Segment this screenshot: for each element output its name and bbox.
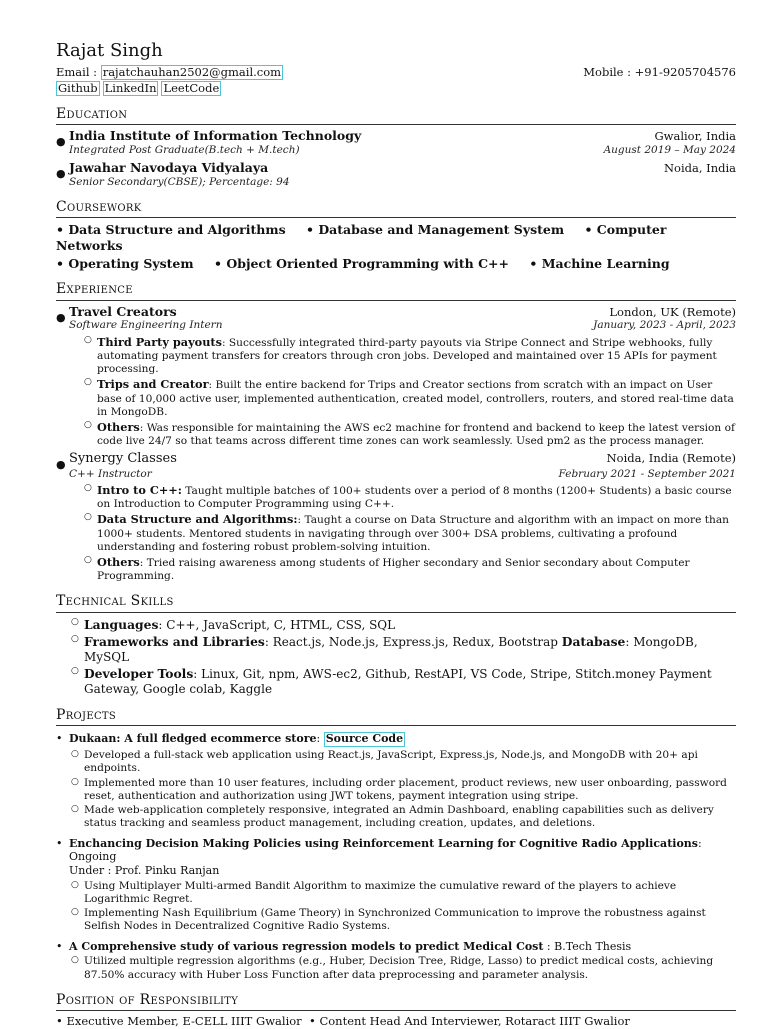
degree: Integrated Post Graduate(B.tech + M.tech) [69, 144, 300, 157]
experience-point: ○ Trips and Creator: Built the entire backend for Trips and Creator sections from scratch with an impact on User base of 10,000 active user, implemented authentication, created model, controllers, routers, and stored real-time data in MongoDB. [97, 377, 736, 419]
school-location: Noida, India [663, 161, 736, 176]
experience-point: ○ Others: Was responsible for maintaining the AWS ec2 machine for frontend and backend to keep the latest version of code live 24/7 so that teams across different time zones can work seamlessly. Used pm2 as the process manager. [97, 420, 736, 448]
course-item: Computer Networks [56, 222, 667, 254]
project-entry: • Dukaan: A full fledged ecommerce store: Source Code ○ Developed a full-stack web application using React.js, JavaScript, Express.js, Node.js, and MongoDB with 20+ api endpoints. ○ Implemented more than 10 user features, including order placement, product reviews, new user onboarding, password reset, authentication and authorization using JWT tokens, payment integration using stripe. ○ Made web-application completely responsive, integrated an Admin Dashboard, enabling capabilities such as delivery status tracking and seamless product management, including creation, updates, and deletions. [56, 732, 736, 830]
bullet-icon: ● [56, 310, 66, 324]
experience-entry [56, 304, 736, 449]
experience-point: ○ Data Structure and Algorithms:: Taught a course on Data Structure and algorithm with an impact on more than 1000+ students. Mentored students in navigating through over 300+ DSA problems, cultivating a profound understanding and fostering robust problem-solving intuition. [97, 512, 736, 554]
project-title: Enchancing Decision Making Policies using Reinforcement Learning for Cognitive Radio Applications [69, 836, 698, 850]
project-point: ○ Developed a full-stack web application using React.js, JavaScript, Express.js, Node.js, and MongoDB with 20+ api endpoints. [84, 749, 736, 775]
github-link[interactable]: Github [58, 80, 98, 95]
project-entry: • Enchancing Decision Making Policies using Reinforcement Learning for Cognitive Radio Applications: Ongoing Under : Prof. Pinku Ranjan ○ Using Multiplayer Multi-armed Bandit Algorithm to maximize the cumulative reward of the players to achieve Logarithmic Regret. ○ Implementing Nash Equilibrium (Game Theory) in Synchronized Communication to improve the robustness against Selfish Nodes in Decentralized Cognitive Radio Systems. [56, 837, 736, 934]
education-heading: Education [56, 106, 736, 126]
responsibility-item: Executive Member, E-CELL IIIT Gwalior [66, 1014, 302, 1029]
project-title: Dukaan: A full fledged ecommerce store [69, 732, 317, 746]
experience-entry [56, 451, 736, 583]
bullet-icon: • [56, 939, 63, 953]
skill-line: ○ Developer Tools: Linux, Git, npm, AWS-ec2, Github, RestAPI, VS Code, Stripe, Stitch.money Payment Gateway, Google colab, Kaggle [84, 666, 736, 697]
coursework-heading: Coursework [56, 199, 736, 219]
company-name: Synergy Classes [69, 451, 177, 467]
linkedin-link[interactable]: LinkedIn [104, 80, 157, 95]
company-location: London, UK (Remote) [609, 304, 736, 319]
skill-line: ○ Languages: C++, JavaScript, C, HTML, CSS, SQL [84, 617, 736, 633]
responsibility-heading: Position of Responsibility [56, 992, 736, 1012]
course-item: Operating System [68, 255, 194, 271]
job-dates: January, 2023 - April, 2023 [593, 319, 736, 332]
coursework-line: • Data Structure and Algorithms • Database and Management System • Computer Networks [56, 222, 667, 254]
school-location: Gwalior, India [654, 129, 736, 144]
skill-line: ○ Frameworks and Libraries: React.js, Node.js, Express.js, Redux, Bootstrap Database: MongoDB, MySQL [84, 634, 736, 665]
course-item: Database and Management System [318, 222, 565, 238]
project-point: ○ Implementing Nash Equilibrium (Game Theory) in Synchronized Communication to improve the robustness against Selfish Nodes in Decentralized Cognitive Radio Systems. [84, 907, 736, 933]
experience-heading: Experience [56, 281, 736, 301]
project-title: A Comprehensive study of various regression models to predict Medical Cost [69, 939, 544, 953]
course-item: Data Structure and Algorithms [68, 222, 286, 238]
bullet-icon: • [56, 836, 63, 850]
skills-heading: Technical Skills [56, 593, 736, 613]
job-dates: February 2021 - September 2021 [558, 467, 736, 480]
responsibility-item: Content Head And Interviewer, Rotaract IIIT Gwalior [319, 1014, 630, 1029]
responsibility-line: • Executive Member, E-CELL IIIT Gwalior • Content Head And Interviewer, Rotaract IIIT Gwalior [56, 1014, 630, 1029]
email-link[interactable]: rajatchauhan2502@gmail.com [102, 64, 282, 79]
bullet-icon: ● [56, 135, 66, 149]
experience-point: ○ Intro to C++: Taught multiple batches of 100+ students over a period of 8 months (1200+ Students) a basic course on Introduction to Computer Programming using C++. [97, 483, 736, 511]
job-role: C++ Instructor [69, 467, 152, 480]
education-entry [56, 160, 736, 189]
course-item: Machine Learning [541, 255, 670, 271]
bullet-icon: ● [56, 458, 66, 472]
source-code-link[interactable]: Source Code [325, 732, 404, 746]
bullet-icon: ● [56, 167, 66, 181]
school-name: India Institute of Information Technology [69, 128, 362, 144]
school-name: Jawahar Navodaya Vidyalaya [69, 160, 269, 176]
experience-point: ○ Others: Tried raising awareness among students of Higher secondary and Senior secondary about Computer Programming. [97, 555, 736, 583]
company-name: Travel Creators [69, 303, 177, 319]
resume-page [56, 40, 736, 1029]
email-label: Email : [56, 64, 98, 79]
education-dates: August 2019 – May 2024 [603, 144, 736, 157]
company-location: Noida, India (Remote) [606, 451, 736, 466]
project-point: ○ Implemented more than 10 user features, including order placement, product reviews, new user onboarding, password reset, authentication and authorization using JWT tokens, payment integration using stripe. [84, 777, 736, 803]
project-point: ○ Utilized multiple regression algorithms (e.g., Huber, Decision Tree, Ridge, Lasso) to predict medical costs, achieving 87.50% accuracy with Huber Loss Function after data preprocessing and parameter analysis. [84, 955, 736, 981]
projects-heading: Projects [56, 707, 736, 727]
education-entry [56, 128, 736, 157]
project-entry: • A Comprehensive study of various regression models to predict Medical Cost : B.Tech Thesis ○ Utilized multiple regression algorithms (e.g., Huber, Decision Tree, Ridge, Lasso) to predict medical costs, achieving 87.50% accuracy with Huber Loss Function after data preprocessing and parameter analysis. [56, 940, 736, 982]
project-point: ○ Using Multiplayer Multi-armed Bandit Algorithm to maximize the cumulative reward of the players to achieve Logarithmic Regret. [84, 880, 736, 906]
mobile-number: Mobile : +91-9205704576 [583, 64, 736, 79]
degree: Senior Secondary(CBSE); Percentage: 94 [69, 175, 290, 188]
bullet-icon: • [56, 732, 63, 746]
coursework-line: • Operating System • Object Oriented Programming with C++ • Machine Learning [56, 255, 670, 271]
course-item: Object Oriented Programming with C++ [226, 255, 509, 271]
resume-header [56, 40, 736, 96]
experience-point: ○ Third Party payouts: Successfully integrated third-party payouts via Stripe Connect and Stripe webhooks, fully automating payment transfers for creators through cron jobs. Developed and maintained over 15 APIs for payment processing. [97, 335, 736, 377]
leetcode-link[interactable]: LeetCode [163, 80, 220, 95]
project-supervisor: Under : Prof. Pinku Ranjan [69, 864, 220, 877]
project-point: ○ Made web-application completely responsive, integrated an Admin Dashboard, enabling capabilities such as delivery status tracking and seamless product management, including creation, updates, and deletions. [84, 804, 736, 830]
job-role: Software Engineering Intern [69, 319, 223, 332]
candidate-name: Rajat Singh [56, 40, 163, 61]
